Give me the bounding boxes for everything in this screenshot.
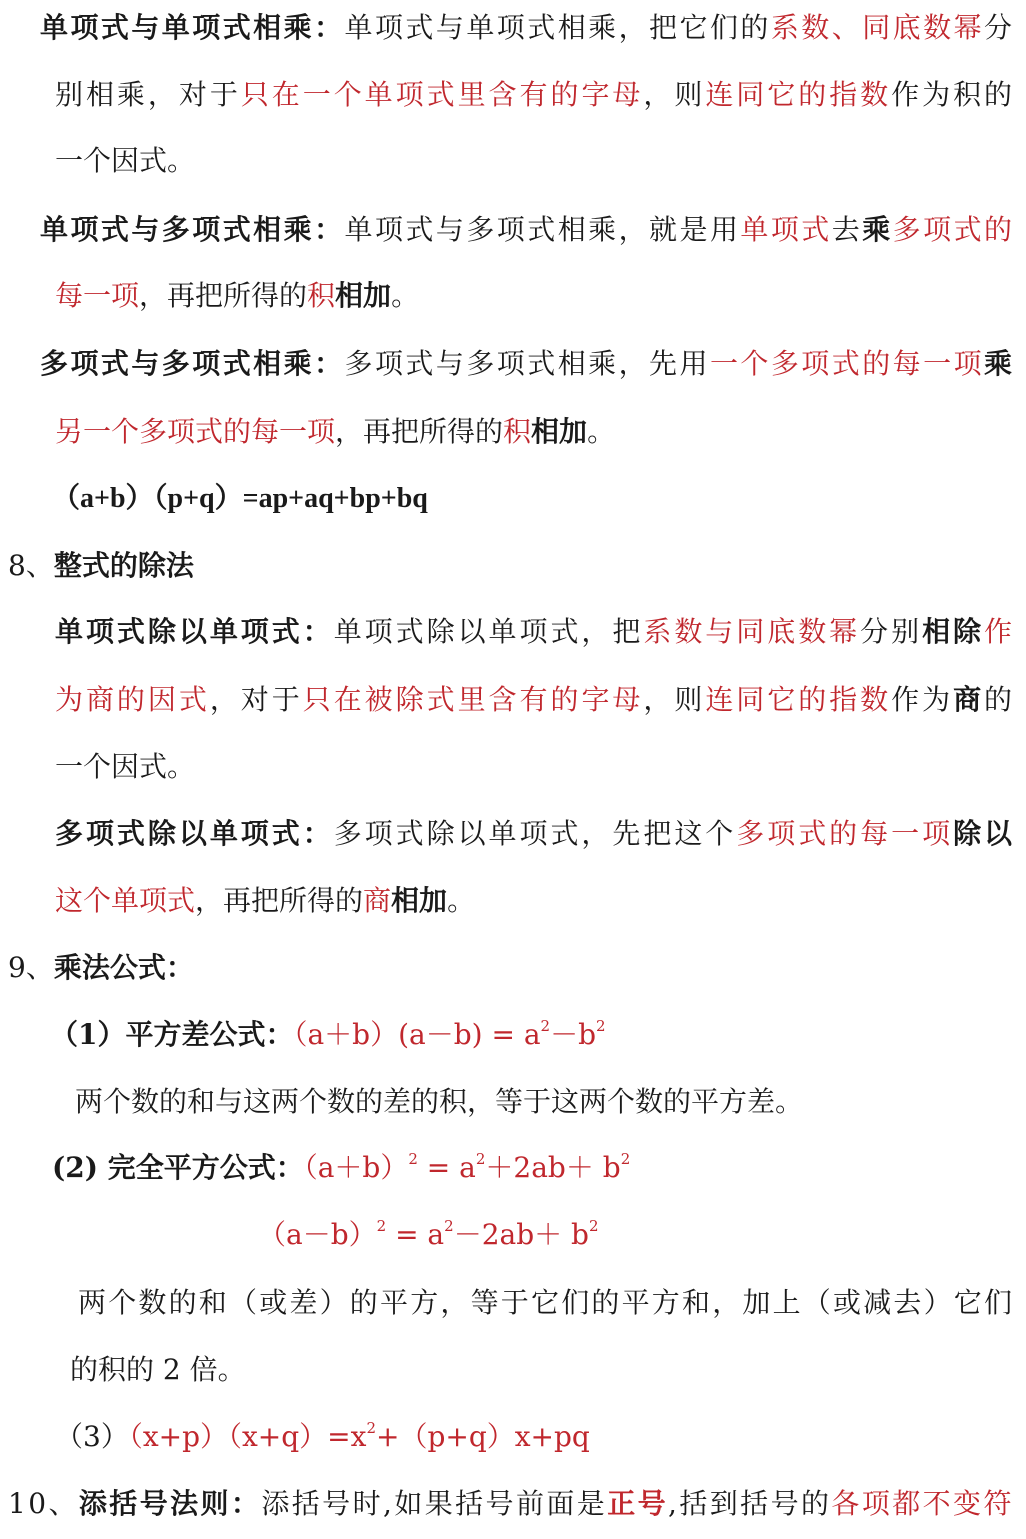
text-run: ，再把所得的 <box>335 415 504 448</box>
text-run: 多项式除以单项式，先把这个 <box>333 817 737 850</box>
text-run: 作为积的 <box>891 78 1016 111</box>
text-run: 每一项 <box>55 279 140 312</box>
text-run: 相加 <box>391 884 448 917</box>
text-run: 系数与同底数幂 <box>643 615 861 648</box>
section-heading <box>8 1484 1014 1524</box>
text-run: 单项式与单项式相乘，把它们的 <box>344 11 771 44</box>
text-run: 多项式的 <box>892 213 1015 246</box>
superscript: 2 <box>408 1149 418 1168</box>
text-run: （a－b） <box>258 1218 377 1251</box>
superscript: 2 <box>596 1016 606 1035</box>
text-run: 只在一个单项式里含有的字母 <box>240 78 644 111</box>
formula-line <box>52 1148 630 1188</box>
text-line <box>55 881 475 921</box>
text-run: 作 <box>984 615 1015 648</box>
formula-line <box>55 1417 590 1457</box>
text-run: （a+b）（p+q）=ap+aq+bp+bq <box>52 483 428 514</box>
text-line <box>55 141 195 181</box>
text-run: 相加 <box>335 279 392 312</box>
text-run: （x+p）（x+q）=x <box>128 1420 367 1453</box>
text-line <box>55 276 419 316</box>
text-run: 8、 <box>8 549 54 582</box>
text-run: ，对于 <box>209 683 303 716</box>
text-line <box>78 1283 1014 1323</box>
text-run: 多项式与多项式相乘，先用 <box>344 347 710 380</box>
superscript: 2 <box>366 1418 376 1437</box>
text-run: 。 <box>587 415 616 448</box>
text-run: ,括到括号的 <box>668 1487 832 1520</box>
text-run: 商 <box>363 884 392 917</box>
text-run: 一个多项式的每一项 <box>709 347 985 380</box>
text-run: 连同它的指数 <box>705 78 892 111</box>
text-run: 整式的除法 <box>53 549 194 582</box>
text-run: 积 <box>503 415 532 448</box>
text-line <box>55 680 1015 720</box>
text-line <box>40 8 1014 48</box>
formula-line <box>258 1215 599 1255</box>
text-run: 别相乘，对于 <box>55 78 241 111</box>
text-run: 相加 <box>531 415 588 448</box>
superscript: 2 <box>376 1216 387 1235</box>
text-run: 商 <box>953 683 985 716</box>
text-line <box>40 210 1014 250</box>
text-run: 多项式与多项式相乘： <box>40 347 345 380</box>
text-line <box>40 344 1014 384</box>
text-run: ，则 <box>643 683 706 716</box>
text-run: 单项式与多项式相乘： <box>40 213 345 246</box>
text-run: 系数、同底数幂 <box>770 11 985 44</box>
text-line <box>55 814 1015 854</box>
text-run: 两个数的和（或差）的平方，等于它们的平方和，加上（或减去）它们 <box>78 1286 1015 1319</box>
text-run: 这个单项式 <box>55 884 196 917</box>
text-run: 。 <box>447 884 476 917</box>
text-run: 单项式与多项式相乘，就是用 <box>344 213 741 246</box>
text-run: 去 <box>831 213 863 246</box>
text-run: 的 <box>984 683 1016 716</box>
text-run: （3） <box>55 1420 129 1453</box>
text-run: 单项式除以单项式，把 <box>333 615 644 648</box>
text-run: 一个因式。 <box>55 144 196 177</box>
text-run: 单项式 <box>740 213 832 246</box>
text-run: 积 <box>307 279 336 312</box>
superscript: 2 <box>620 1149 631 1168</box>
text-line <box>55 747 195 787</box>
text-run: = a <box>386 1218 445 1251</box>
superscript: 2 <box>475 1149 486 1168</box>
text-run: 。 <box>391 279 420 312</box>
text-run: 添括号时,如果括号前面是 <box>261 1487 608 1520</box>
text-line <box>70 1350 246 1390</box>
formula-line <box>50 1015 606 1055</box>
text-run: 分 <box>984 11 1015 44</box>
text-run: ，则 <box>643 78 706 111</box>
text-line <box>75 1082 803 1122</box>
section-heading <box>8 948 194 988</box>
text-run: 各项都不变符 <box>831 1487 1014 1520</box>
text-run: 单项式与单项式相乘： <box>40 11 345 44</box>
text-run: 分别 <box>860 615 923 648</box>
text-run: ，再把所得的 <box>195 884 364 917</box>
text-run: 9、 <box>8 951 54 984</box>
text-line <box>55 75 1015 115</box>
text-run: 作为 <box>891 683 954 716</box>
superscript: 2 <box>540 1016 551 1035</box>
section-heading <box>8 546 194 586</box>
text-run: = a <box>417 1151 476 1184</box>
text-run: ，再把所得的 <box>139 279 308 312</box>
text-run: 10、 <box>8 1487 79 1520</box>
formula-line <box>52 479 428 519</box>
text-run: 多项式的每一项 <box>736 817 954 850</box>
text-run: （a＋b） <box>303 1151 409 1184</box>
text-run: 为商的因式 <box>55 683 210 716</box>
text-run: －b <box>550 1018 597 1051</box>
text-run: 乘 <box>984 347 1015 380</box>
text-run: 正号 <box>607 1487 669 1520</box>
text-run: 只在被除式里含有的字母 <box>302 683 644 716</box>
text-run: 一个因式。 <box>55 750 196 783</box>
text-run: 两个数的和与这两个数的差的积，等于这两个数的平方差。 <box>75 1085 804 1118</box>
text-run: (2) 完全平方公式： <box>52 1151 304 1184</box>
text-line <box>55 412 615 452</box>
text-run: 连同它的指数 <box>705 683 892 716</box>
text-run: 相除 <box>922 615 985 648</box>
text-run: 的积的 2 倍。 <box>70 1353 246 1386</box>
text-run: +（p+q）x+pq <box>375 1420 590 1453</box>
superscript: 2 <box>588 1216 599 1235</box>
text-run: ＋2ab＋ b <box>485 1151 621 1184</box>
text-run: 添括号法则： <box>78 1487 262 1520</box>
text-run: 多项式除以单项式： <box>55 817 334 850</box>
text-run: （1）平方差公式： <box>50 1018 294 1051</box>
text-run: 乘 <box>862 213 893 246</box>
text-line <box>55 612 1015 652</box>
text-run: 另一个多项式的每一项 <box>55 415 336 448</box>
text-run: 除以 <box>953 817 1015 850</box>
text-run: （a＋b）(a－b) = a <box>293 1018 541 1051</box>
text-run: 单项式除以单项式： <box>55 615 334 648</box>
text-run: 乘法公式： <box>53 951 194 984</box>
text-run: －2ab＋ b <box>453 1218 589 1251</box>
superscript: 2 <box>444 1216 454 1235</box>
